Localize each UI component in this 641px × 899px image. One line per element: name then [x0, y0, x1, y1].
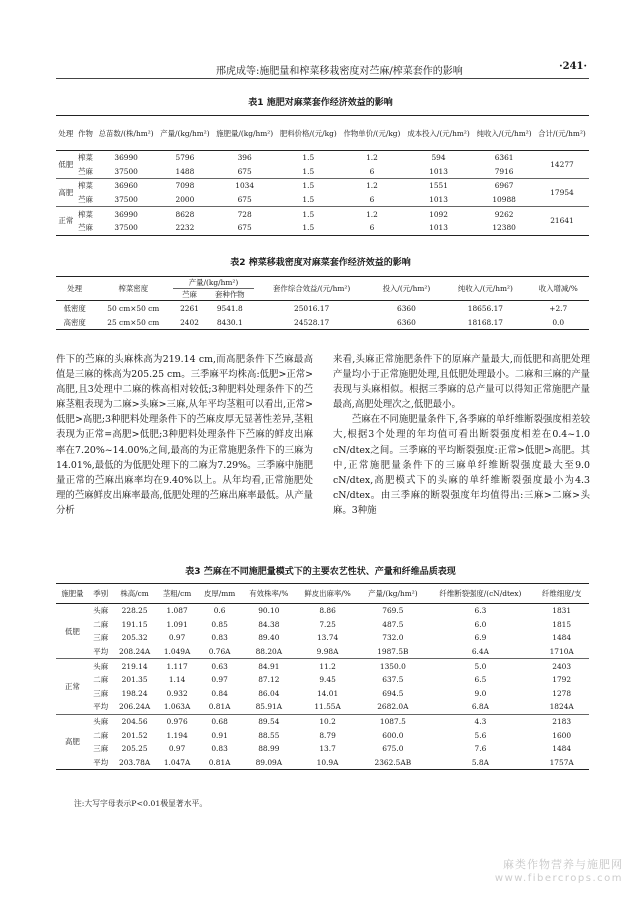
table3-cell: 二麻 — [93, 619, 109, 629]
table3-cell: 0.6 — [213, 606, 226, 616]
table1-cell: 6 — [340, 221, 404, 235]
table3-cell: 10.9A — [296, 756, 359, 770]
table3-cell: 平均 — [89, 756, 113, 770]
table3-cell: 0.68 — [211, 717, 228, 727]
table1-cell: 7916 — [473, 165, 535, 179]
table1-cell: 10988 — [473, 193, 535, 207]
table1-cell: 7098 — [175, 181, 195, 191]
table2-header-cell: 苎麻 — [173, 289, 206, 301]
table3-cell: 675.0 — [382, 744, 404, 754]
table1-total-cell: 17954 — [535, 179, 589, 207]
table1-cell: 675 — [213, 193, 277, 207]
table3-cell: 7.25 — [319, 619, 336, 629]
table3-cell: 89.40 — [258, 633, 280, 643]
table1-cell: 1.5 — [276, 165, 340, 179]
table3-cell: 1278 — [552, 688, 572, 698]
table1-cell: 6967 — [494, 181, 514, 191]
table3-cell: 89.54 — [258, 717, 280, 727]
table2-cell: 2402 — [173, 315, 206, 330]
table2-body — [56, 301, 589, 330]
table3-cell: 1757A — [534, 756, 589, 770]
table3-cell: 88.20A — [242, 645, 296, 659]
table3-cell: 487.5 — [382, 619, 404, 629]
table1-row — [56, 207, 589, 221]
running-header — [56, 60, 589, 79]
table3-cell: 87.12 — [258, 675, 280, 685]
table2-row — [56, 301, 589, 316]
table1-header-cell: 处理 — [56, 116, 76, 151]
table3-cell: 228.25 — [121, 606, 148, 616]
table1-cell: 6361 — [494, 153, 514, 163]
table1-cell: 1013 — [404, 221, 473, 235]
table3-cell: 769.5 — [382, 606, 404, 616]
table3-cell: 6.3 — [474, 606, 487, 616]
table2 — [56, 276, 589, 330]
table3 — [56, 583, 589, 770]
table2-header-cell: 产量/(kg/hm²) — [173, 277, 253, 289]
table1-cell: 2000 — [157, 193, 213, 207]
table1-header-cell: 肥料价格/(元/kg) — [276, 116, 340, 151]
table3-cell: 0.932 — [166, 688, 188, 698]
table3-cell: 13.7 — [319, 744, 336, 754]
table2-cell: 8430.1 — [206, 315, 254, 330]
table3-cell: 1600 — [552, 730, 572, 740]
running-title: 邢虎成等:施肥量和榨菜移栽密度对苎麻/榨菜套作的影响 — [216, 66, 463, 77]
table1-cell: 苎麻 — [76, 165, 96, 179]
table1-header-cell: 总苗数/(株/hm²) — [95, 116, 157, 151]
table3-cell: 5.6 — [474, 730, 487, 740]
table3-cell: 1.14 — [168, 675, 186, 685]
table3-cell: 头麻 — [93, 717, 109, 727]
page-number: ·241· — [559, 61, 587, 72]
table1-cell: 675 — [213, 221, 277, 235]
table1-treatment-cell: 低肥 — [56, 151, 76, 179]
table3-cell: 平均 — [89, 700, 113, 714]
table2-cell: 6360 — [397, 303, 416, 313]
table3-cell: 8.79 — [319, 730, 336, 740]
table3-cell: 14.01 — [316, 688, 339, 698]
table1-cell: 5796 — [175, 153, 195, 163]
table3-cell: 6.0 — [474, 619, 487, 629]
table3-row — [56, 673, 589, 687]
table1-cell: 1034 — [235, 181, 255, 191]
table3-cell: 1710A — [534, 645, 589, 659]
table3-cell: 0.85 — [211, 619, 228, 629]
table3-header — [56, 584, 589, 604]
table3-header-cell: 皮厚/mm — [197, 584, 241, 604]
table1-cell: 1.2 — [366, 181, 378, 191]
table3-cell: 89.09A — [242, 756, 296, 770]
table3-cell: 600.0 — [382, 730, 404, 740]
table3-cell: 219.14 — [121, 661, 148, 671]
table1-total-cell: 21641 — [535, 207, 589, 235]
table3-cell: 2682.0A — [359, 700, 426, 714]
table1-cell: 1013 — [404, 193, 473, 207]
table3-cell: 1831 — [552, 606, 572, 616]
table1-cell: 1.5 — [302, 153, 315, 163]
table3-cell: 208.24A — [113, 645, 157, 659]
table1-row — [56, 151, 589, 165]
table1-cell: 594 — [431, 153, 446, 163]
table1-cell: 37500 — [95, 165, 157, 179]
table1-cell: 6 — [340, 165, 404, 179]
table3-cell: 4.3 — [474, 717, 487, 727]
table3-cell: 2183 — [552, 717, 572, 727]
table2-header-cell: 投入/(元/hm²) — [370, 277, 444, 301]
table1-row — [56, 165, 589, 179]
table3-cell: 0.63 — [211, 661, 228, 671]
table3-cell: 1824A — [534, 700, 589, 714]
table3-cell: 0.97 — [168, 633, 186, 643]
table3-cell: 6.8A — [426, 700, 534, 714]
table2-cell: 25016.17 — [294, 303, 330, 313]
table3-cell: 1.047A — [157, 756, 198, 770]
table3-cell: 637.5 — [382, 675, 404, 685]
table3-cell: 1987.5B — [359, 645, 426, 659]
table3-cell: 平均 — [89, 645, 113, 659]
table2-header-cell: 收入增减/% — [528, 277, 590, 301]
table2-cell: 24528.17 — [254, 315, 370, 330]
table3-cell: 201.52 — [121, 730, 148, 740]
table3-cell: 三麻 — [93, 688, 109, 698]
table1-cell: 396 — [237, 153, 252, 163]
table3-cell: 205.25 — [121, 744, 148, 754]
table3-cell: 1792 — [552, 675, 572, 685]
table1-total-cell: 14277 — [535, 151, 589, 179]
table3-header-cell: 茎粗/cm — [157, 584, 198, 604]
table3-cell: 1484 — [552, 633, 572, 643]
table3-cell: 6.4A — [426, 645, 534, 659]
table3-treatment-cell: 正常 — [56, 659, 89, 714]
table3-cell: 0.81A — [197, 700, 241, 714]
table3-row — [56, 742, 589, 756]
table3-cell: 2403 — [552, 661, 572, 671]
table1-cell: 榨菜 — [78, 209, 93, 219]
table1-cell: 1092 — [429, 209, 448, 219]
table1-cell: 1.5 — [302, 209, 315, 219]
table2-row — [56, 315, 589, 330]
table3-header-cell: 产量/(kg/hm²) — [359, 584, 426, 604]
table2-cell: 18656.17 — [467, 303, 504, 313]
table3-cell: 11.55A — [296, 700, 359, 714]
table3-cell: 88.55 — [258, 730, 280, 740]
table1-cell: 36990 — [114, 153, 138, 163]
table3-cell: 90.10 — [258, 606, 280, 616]
table1-header-cell: 成本投入/(元/hm²) — [404, 116, 473, 151]
table2-cell: 18168.17 — [443, 315, 527, 330]
table3-cell: 8.86 — [319, 606, 336, 616]
table3-cell: 1.063A — [157, 700, 198, 714]
table3-cell: 5.8A — [426, 756, 534, 770]
table1-header-cell: 产量/(kg/hm²) — [157, 116, 213, 151]
table2-cell: +2.7 — [549, 303, 568, 313]
table3-cell: 191.15 — [121, 619, 148, 629]
table3-cell: 86.04 — [258, 688, 280, 698]
table3-cell: 84.91 — [258, 661, 280, 671]
table2-cell: 9541.8 — [216, 303, 243, 313]
table3-row — [56, 700, 589, 714]
table3-cell: 9.45 — [319, 675, 336, 685]
table3-cell: 0.976 — [166, 717, 188, 727]
table1-cell: 6 — [340, 193, 404, 207]
table1-cell: 1.5 — [276, 221, 340, 235]
table3-cell: 0.84 — [211, 688, 228, 698]
table1-cell: 8628 — [175, 209, 195, 219]
table3-cell: 7.6 — [474, 744, 487, 754]
table3-row — [56, 604, 589, 618]
table3-cell: 1484 — [552, 744, 572, 754]
table3-header-cell: 有效株率/% — [242, 584, 296, 604]
table3-cell: 205.32 — [121, 633, 148, 643]
table3-header-cell: 施肥量 — [56, 584, 89, 604]
table3-row — [56, 756, 589, 770]
table1-cell: 1488 — [157, 165, 213, 179]
table2-header-cell: 榨菜密度 — [93, 277, 173, 301]
table1-cell: 苎麻 — [76, 221, 96, 235]
table1-cell: 1551 — [429, 181, 448, 191]
table3-cell: 0.97 — [168, 744, 186, 754]
table3-cell: 85.91A — [242, 700, 296, 714]
table1-row — [56, 179, 589, 193]
table1-body — [56, 151, 589, 236]
table1-cell: 1.5 — [302, 181, 315, 191]
table3-cell: 732.0 — [382, 633, 404, 643]
table3-treatment-cell: 高肥 — [56, 714, 89, 769]
table3-cell: 9.98A — [296, 645, 359, 659]
table2-cell: 高密度 — [56, 315, 93, 330]
table1-header-cell: 施肥量/(kg/hm²) — [213, 116, 277, 151]
table3-cell: 9.0 — [474, 688, 487, 698]
table1-cell: 36990 — [114, 209, 138, 219]
table3-cell: 204.56 — [121, 717, 148, 727]
table3-cell: 198.24 — [121, 688, 148, 698]
table3-cell: 0.91 — [211, 730, 228, 740]
table3-title: 表3 苎麻在不同施肥量模式下的主要农艺性状、产量和纤维品质表现 — [185, 567, 456, 577]
table3-cell: 2362.5AB — [359, 756, 426, 770]
table1-cell: 2232 — [157, 221, 213, 235]
table3-header-cell: 株高/cm — [113, 584, 157, 604]
table3-header-cell: 鲜皮出麻率/% — [296, 584, 359, 604]
table3-cell: 1815 — [552, 619, 572, 629]
table1-title: 表1 施肥对麻菜套作经济效益的影响 — [248, 98, 393, 108]
table3-cell: 10.2 — [319, 717, 336, 727]
table3-cell: 1.117 — [166, 661, 188, 671]
table1-cell: 1.2 — [366, 153, 378, 163]
table2-cell: 25 cm×50 cm — [93, 315, 173, 330]
table3-row — [56, 618, 589, 632]
table1-cell: 1.2 — [366, 209, 378, 219]
table1-treatment-cell: 高肥 — [56, 179, 76, 207]
table1-header-cell: 作物单价/(元/kg) — [340, 116, 404, 151]
table3-cell: 三麻 — [93, 744, 109, 754]
body-text-right-column: 来看,头麻正常施肥条件下的原麻产量最大,而低肥和高肥处理产量均小于正常施肥处理,且低肥处理最小。二麻和三麻的产量表现与头麻相似。根据三季麻的总产量可以得知正常施肥产量最高,高肥处理次之,低肥最小。 苎麻在不同施肥量条件下,各季麻的单纤维断裂强度相差较大,根据3个处理的年均值可看出断裂强度相差在0.4~1.0 cN/dtex之间。三季麻的平均断裂强度:正常>低肥>高肥。其中,正常施肥量条件下的三麻单纤维断裂强度最大至9.0 cN/dtex,高肥模式下的头麻的单纤维断裂强度最小为4.3 cN/dtex。由三季麻的断裂强度年均值得出:三麻>二麻>头麻。3种施 — [333, 354, 590, 516]
table1-header-cell: 合计/(元/hm²) — [535, 116, 589, 151]
table3-body — [56, 604, 589, 770]
watermark-site-name: 麻类作物营养与施肥网 — [503, 858, 623, 871]
table3-row — [56, 645, 589, 659]
table3-cell: 1.087 — [166, 606, 188, 616]
table2-header-cell: 套作综合效益/(元/hm²) — [254, 277, 370, 301]
table3-cell: 206.24A — [113, 700, 157, 714]
table1-row — [56, 221, 589, 235]
table2-header-cell: 处理 — [56, 277, 93, 301]
table3-cell: 0.76A — [197, 645, 241, 659]
table1-cell: 37500 — [95, 221, 157, 235]
table1-cell: 675 — [213, 165, 277, 179]
table3-cell: 6.5 — [474, 675, 487, 685]
table2-cell: 低密度 — [63, 303, 86, 313]
table3-row — [56, 728, 589, 742]
table3-cell: 1.091 — [166, 619, 188, 629]
table3-cell: 84.38 — [258, 619, 280, 629]
table3-cell: 二麻 — [93, 675, 109, 685]
table3-cell: 203.78A — [113, 756, 157, 770]
table3-cell: 694.5 — [382, 688, 404, 698]
table1-cell: 37500 — [95, 193, 157, 207]
body-text-left-column: 件下的苎麻的头麻株高为219.14 cm,而高肥条件下苎麻最高值是三麻的株高为205.25 cm。三季麻平均株高:低肥>正常>高肥,且3处理中二麻的株高相对较低;3种肥料处理条件下的苎麻茎粗表现为二麻>头麻>三麻,从年平均茎粗可以看出,正常>低肥>高肥;3种肥料处理条件下的苎麻皮厚无显著性差异,茎粗表现为正常=高肥>低肥;3种肥料处理条件下苎麻的鲜皮出麻率在7.20%~14.00%之间,最高的为正常施肥条件下的三麻为14.01%,最低的为低肥处理下的二麻为7.29%。三季麻中施肥量正常的苎麻出麻率均在9.40%以上。从年均看,正常施肥处理的苎麻鲜皮出麻率最高,低肥处理的苎麻出麻率最低。从产量分析 — [56, 354, 313, 516]
table3-cell: 二麻 — [93, 730, 109, 740]
table2-header-cell: 套种作物 — [206, 289, 254, 301]
table1-header-cell: 作物 — [76, 116, 96, 151]
table2-header-cell: 纯收入/(元/hm²) — [443, 277, 527, 301]
table3-cell: 三麻 — [93, 633, 109, 643]
table1-cell: 9262 — [494, 209, 514, 219]
table3-note: 注:大写字母表示P<0.01极显著水平。 — [74, 799, 208, 808]
table3-cell: 201.35 — [121, 675, 148, 685]
table3-cell: 88.99 — [258, 744, 280, 754]
table2-cell: 6360 — [370, 315, 444, 330]
table3-cell: 1.194 — [166, 730, 188, 740]
table1-cell: 36960 — [114, 181, 138, 191]
table1-cell: 榨菜 — [78, 153, 93, 163]
table3-header-cell: 季别 — [89, 584, 113, 604]
table3-row — [56, 659, 589, 673]
table1-header — [56, 116, 589, 151]
table1-cell: 榨菜 — [78, 181, 93, 191]
table3-cell: 11.2 — [319, 661, 336, 671]
table2-cell: 0.0 — [528, 315, 590, 330]
table3-cell: 5.0 — [474, 661, 487, 671]
table3-cell: 1087.5 — [379, 717, 406, 727]
table3-row — [56, 714, 589, 728]
table3-header-cell: 纤维断裂强度/(cN/dtex) — [426, 584, 534, 604]
table1-row — [56, 193, 589, 207]
watermark-url: www.fibercrops.com — [494, 873, 623, 884]
table1 — [56, 115, 589, 236]
table3-row — [56, 687, 589, 701]
table1-header-cell: 纯收入/(元/hm²) — [473, 116, 535, 151]
table2-cell: 50 cm×50 cm — [107, 303, 160, 313]
table3-row — [56, 631, 589, 645]
table3-cell: 6.9 — [474, 633, 487, 643]
table3-treatment-cell: 低肥 — [56, 604, 89, 659]
table3-cell: 0.83 — [211, 744, 228, 754]
table3-cell: 头麻 — [93, 606, 109, 616]
table1-cell: 苎麻 — [76, 193, 96, 207]
table3-cell: 13.74 — [316, 633, 339, 643]
table3-cell: 0.83 — [211, 633, 228, 643]
table2-cell: 2261 — [180, 303, 199, 313]
table1-cell: 728 — [237, 209, 252, 219]
table1-cell: 12380 — [473, 221, 535, 235]
table3-cell: 0.81A — [197, 756, 241, 770]
table1-cell: 1.5 — [276, 193, 340, 207]
table1-cell: 1013 — [404, 165, 473, 179]
table3-header-cell: 纤维细度/支 — [534, 584, 589, 604]
table3-cell: 0.97 — [211, 675, 228, 685]
table3-cell: 头麻 — [93, 661, 109, 671]
table3-cell: 1.049A — [157, 645, 198, 659]
table1-treatment-cell: 正常 — [56, 207, 76, 235]
table2-title: 表2 榨菜移栽密度对麻菜套作经济效益的影响 — [230, 258, 411, 268]
table3-cell: 1350.0 — [379, 661, 406, 671]
